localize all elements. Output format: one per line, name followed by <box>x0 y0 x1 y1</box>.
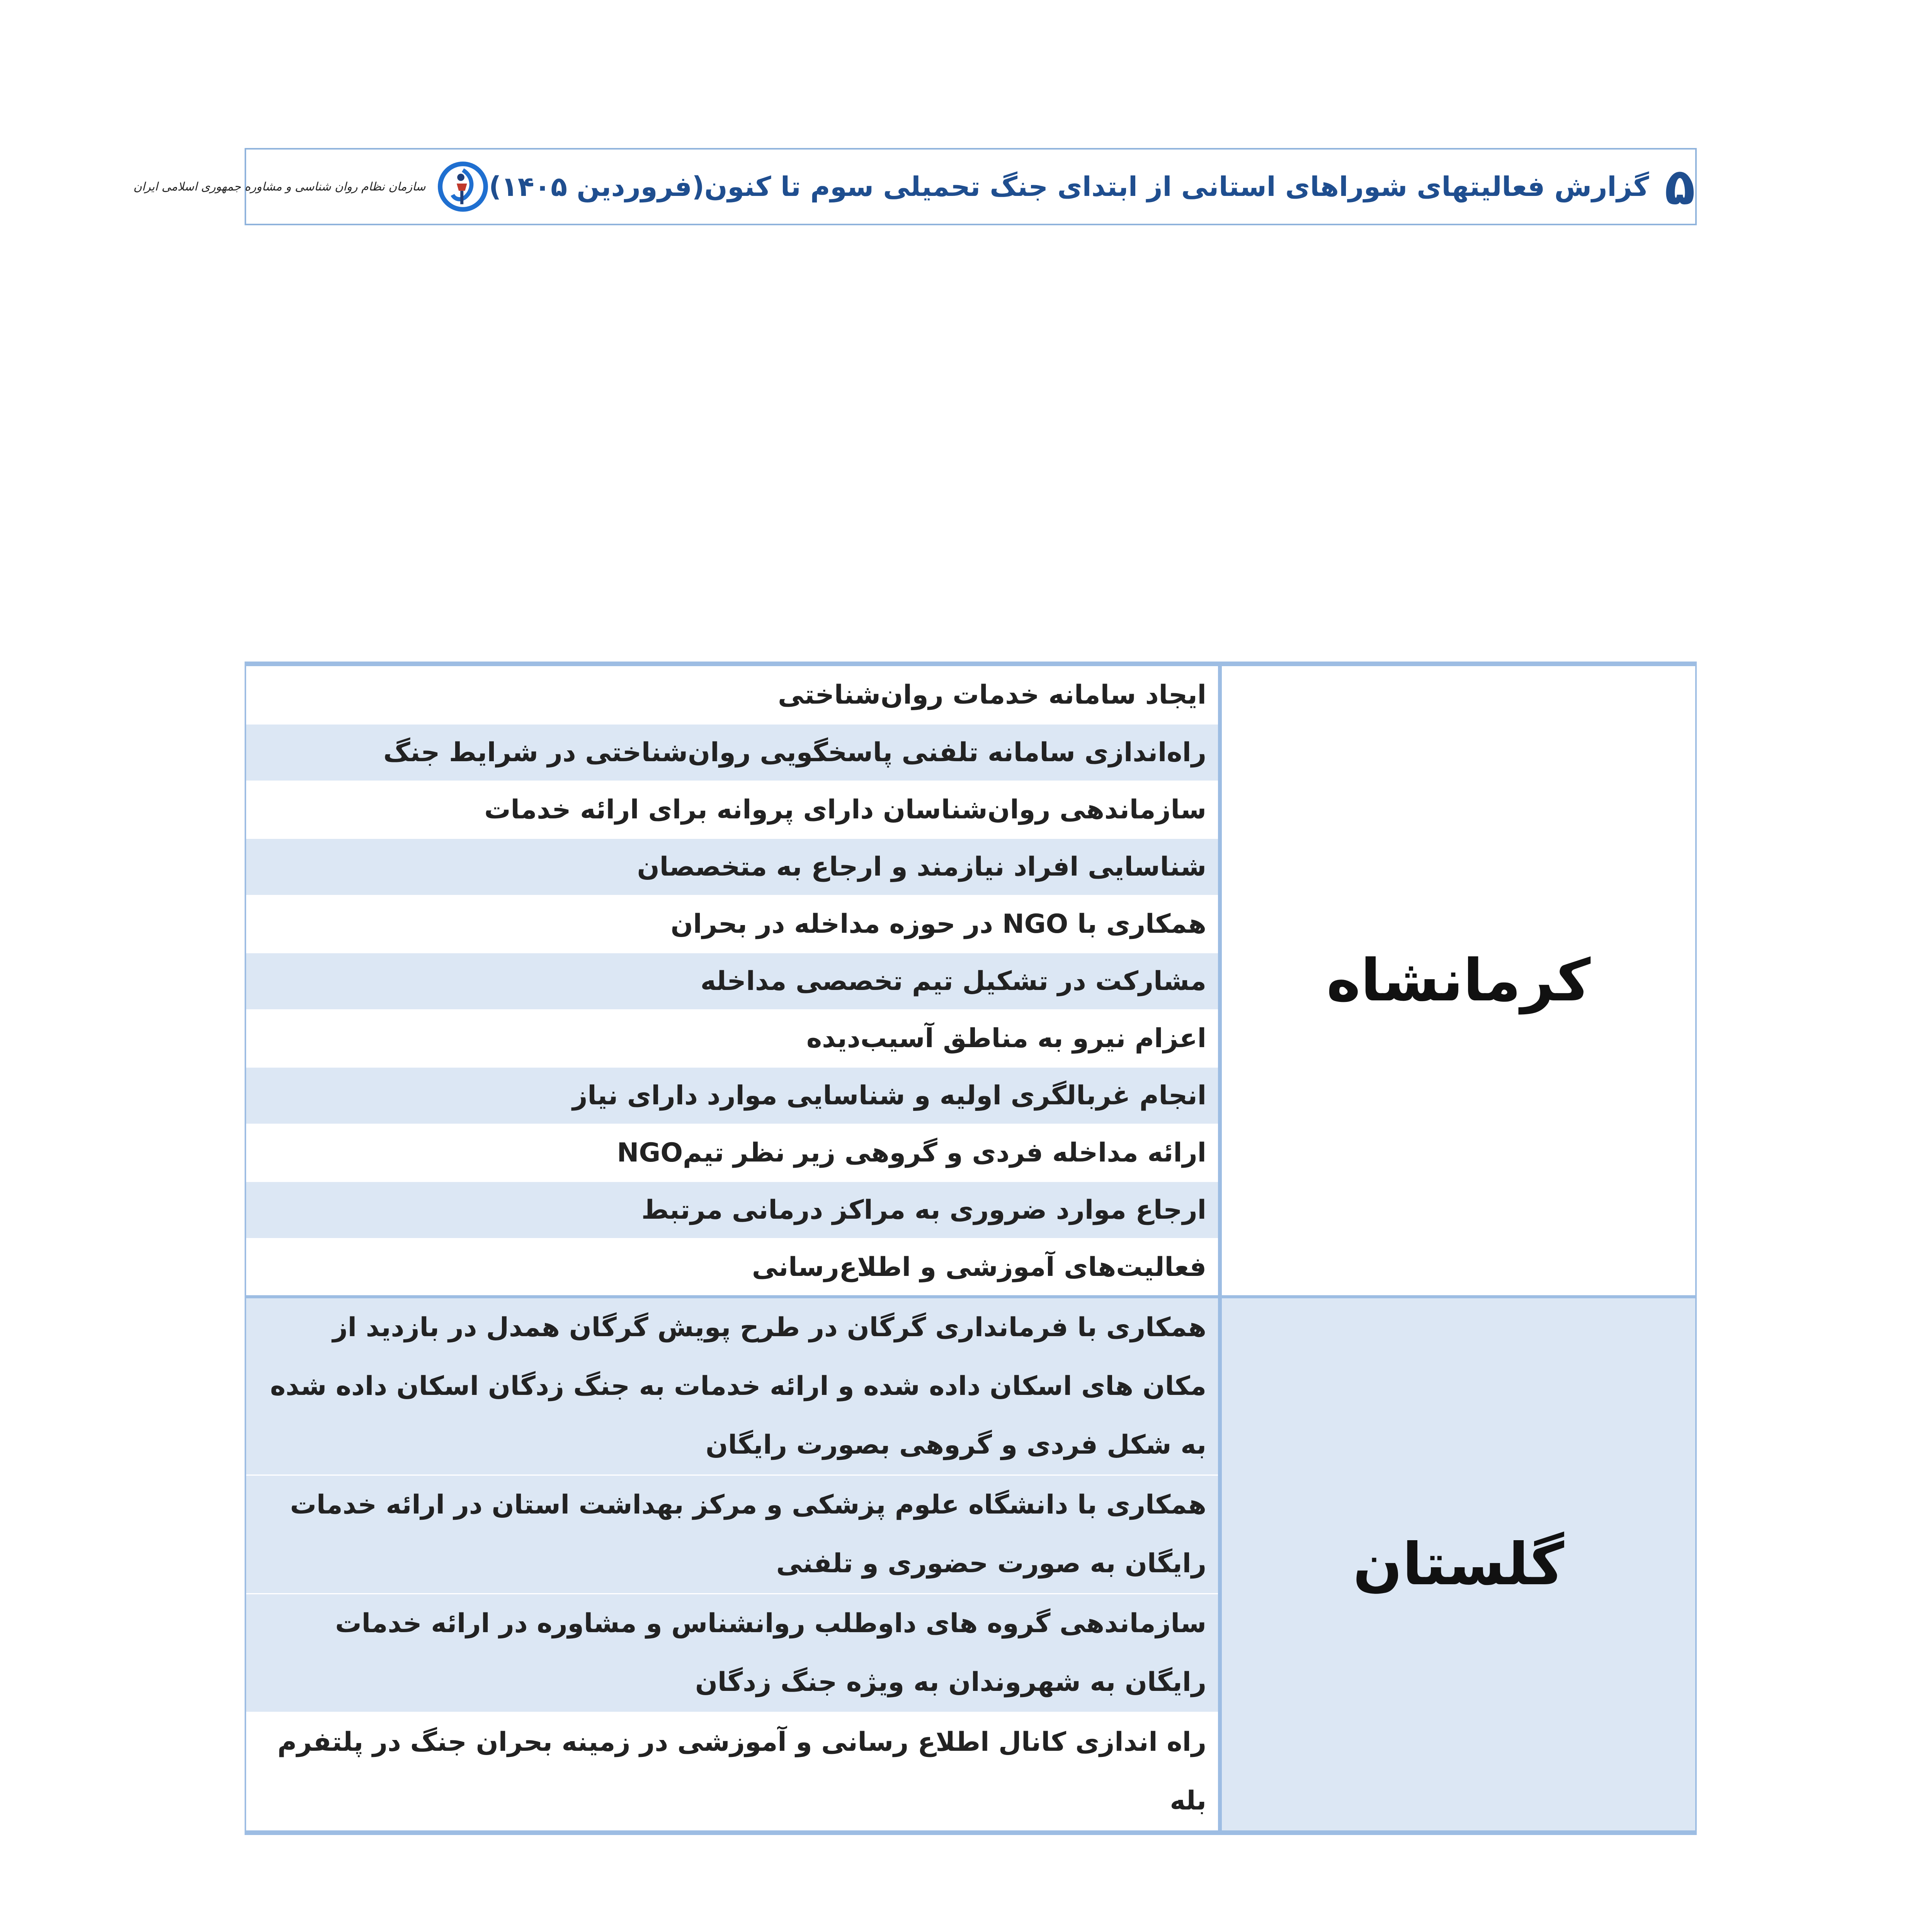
province-name: گلستان <box>1218 1298 1695 1830</box>
organization-logo-icon <box>437 152 489 221</box>
activity-list <box>246 1298 1218 1830</box>
activity-item: همکاری با فرمانداری گرگان در طرح پویش گرگان همدل در بازدید از مکان های اسکان داده شده و ارائه خدمات به جنگ زدگان اسکان داده شده به شکل فردی و گروهی بصورت رایگان <box>270 1312 1206 1460</box>
activity-item: ارائه مداخله فردی و گروهی زیر نظر تیمNGO <box>246 1124 1218 1181</box>
activity-item: ایجاد سامانه خدمات روان‌شناختی <box>778 679 1206 710</box>
province-group-golestan <box>246 1295 1695 1830</box>
activity-item: سازماندهی گروه های داوطلب روانشناس و مشاوره در ارائه خدمات رایگان به شهروندان به ویژه جنگ زدگان <box>246 1593 1218 1712</box>
activity-item: راه اندازی کانال اطلاع رسانی و آموزشی در زمینه بحران جنگ در پلتفرم بله <box>246 1712 1218 1830</box>
page-header <box>133 148 1697 225</box>
activities-table <box>245 662 1697 1835</box>
page-number: ۵ <box>1664 157 1695 216</box>
activity-item: مشارکت در تشکیل تیم تخصصی مداخله <box>246 952 1218 1009</box>
activity-item: فعالیت‌های آموزشی و اطلاع‌رسانی <box>246 1238 1218 1295</box>
activity-item: شناسایی افراد نیازمند و ارجاع به متخصصان <box>246 838 1218 895</box>
province-name: کرمانشاه <box>1218 666 1695 1295</box>
activity-item: راه‌اندازی سامانه تلفنی پاسخگویی روان‌شناختی در شرایط جنگ <box>246 723 1218 781</box>
activity-list <box>246 666 1218 1295</box>
activity-item: همکاری با دانشگاه علوم پزشکی و مرکز بهداشت استان در ارائه خدمات رایگان به صورت حضوری و تلفنی <box>246 1475 1218 1593</box>
activity-item: همکاری با NGO در حوزه مداخله در بحران <box>246 895 1218 952</box>
organization-name: سازمان نظام روان شناسی و مشاوره جمهوری اسلامی ایران <box>133 180 426 194</box>
activity-item: اعزام نیرو به مناطق آسیب‌دیده <box>246 1009 1218 1066</box>
activity-item: سازماندهی روان‌شناسان دارای پروانه برای ارائه خدمات <box>246 781 1218 838</box>
report-title: گزارش فعالیتهای شوراهای استانی از ابتدای جنگ تحمیلی سوم تا کنون(فروردین ۱۴۰۵) <box>489 171 1649 202</box>
organization-block <box>133 150 489 224</box>
activity-item: ارجاع موارد ضروری به مراکز درمانی مرتبط <box>246 1181 1218 1238</box>
activity-item: انجام غربالگری اولیه و شناسایی موارد دارای نیاز <box>246 1066 1218 1124</box>
province-group-kermanshah <box>246 666 1695 1295</box>
